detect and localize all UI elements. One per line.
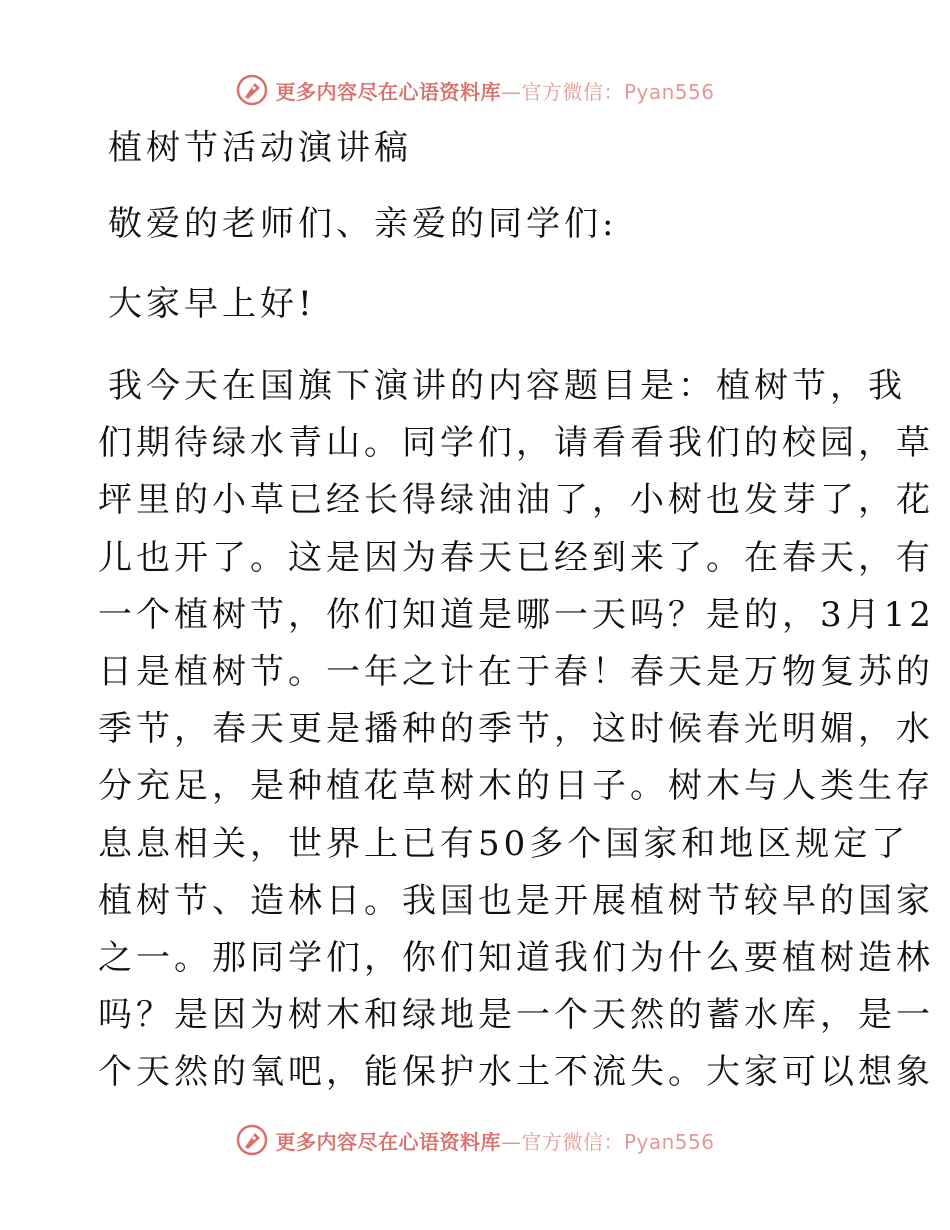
paragraph-line: 儿也开了。这是因为春天已经到来了。在春天，有 [98, 537, 934, 578]
speech-paragraph [98, 358, 935, 1102]
header-wechat-text: —官方微信：Pyan556 [500, 79, 715, 104]
paragraph-line: 分充足，是种植花草树木的日子。树木与人类生存 [98, 766, 934, 807]
paragraph-line: 日是植树节。一年之计在于春！春天是万物复苏的 [98, 652, 934, 693]
footer-wechat-text: —官方微信：Pyan556 [500, 1129, 715, 1154]
paragraph-line: 吗？是因为树木和绿地是一个天然的蓄水库，是一 [98, 995, 934, 1036]
paragraph-line: 季节，春天更是播种的季节，这时候春光明媚，水 [98, 709, 934, 750]
paragraph-line: 之一。那同学们，你们知道我们为什么要植树造林 [98, 938, 934, 979]
paragraph-line: 坪里的小草已经长得绿油油了，小树也发芽了，花 [98, 480, 934, 521]
header-brand-text: 更多内容尽在心语资料库 [275, 79, 501, 104]
paragraph-line: 们期待绿水青山。同学们，请看看我们的校园，草 [98, 423, 934, 464]
document-title: 植树节活动演讲稿 [108, 128, 412, 168]
header-watermark [0, 70, 950, 110]
salutation: 敬爱的老师们、亲爱的同学们: [108, 204, 618, 244]
greeting: 大家早上好! [108, 284, 316, 324]
header-watermark-text [275, 76, 714, 105]
pen-nib-logo-icon [235, 1123, 269, 1157]
footer-watermark [0, 1120, 950, 1160]
paragraph-line: 个天然的氧吧，能保护水土不流失。大家可以想象 [98, 1052, 934, 1093]
document-body [98, 122, 935, 1102]
footer-watermark-text [275, 1126, 714, 1155]
pen-nib-logo-icon [235, 73, 269, 107]
paragraph-line: 植树节、造林日。我国也是开展植树节较早的国家 [98, 880, 934, 921]
paragraph-line: 我今天在国旗下演讲的内容题目是：植树节，我 [108, 366, 906, 406]
paragraph-line: 一个植树节，你们知道是哪一天吗？是的，3月12 [98, 594, 935, 635]
paragraph-line: 息息相关，世界上已有50多个国家和地区规定了 [98, 823, 910, 864]
footer-brand-text: 更多内容尽在心语资料库 [275, 1129, 501, 1154]
